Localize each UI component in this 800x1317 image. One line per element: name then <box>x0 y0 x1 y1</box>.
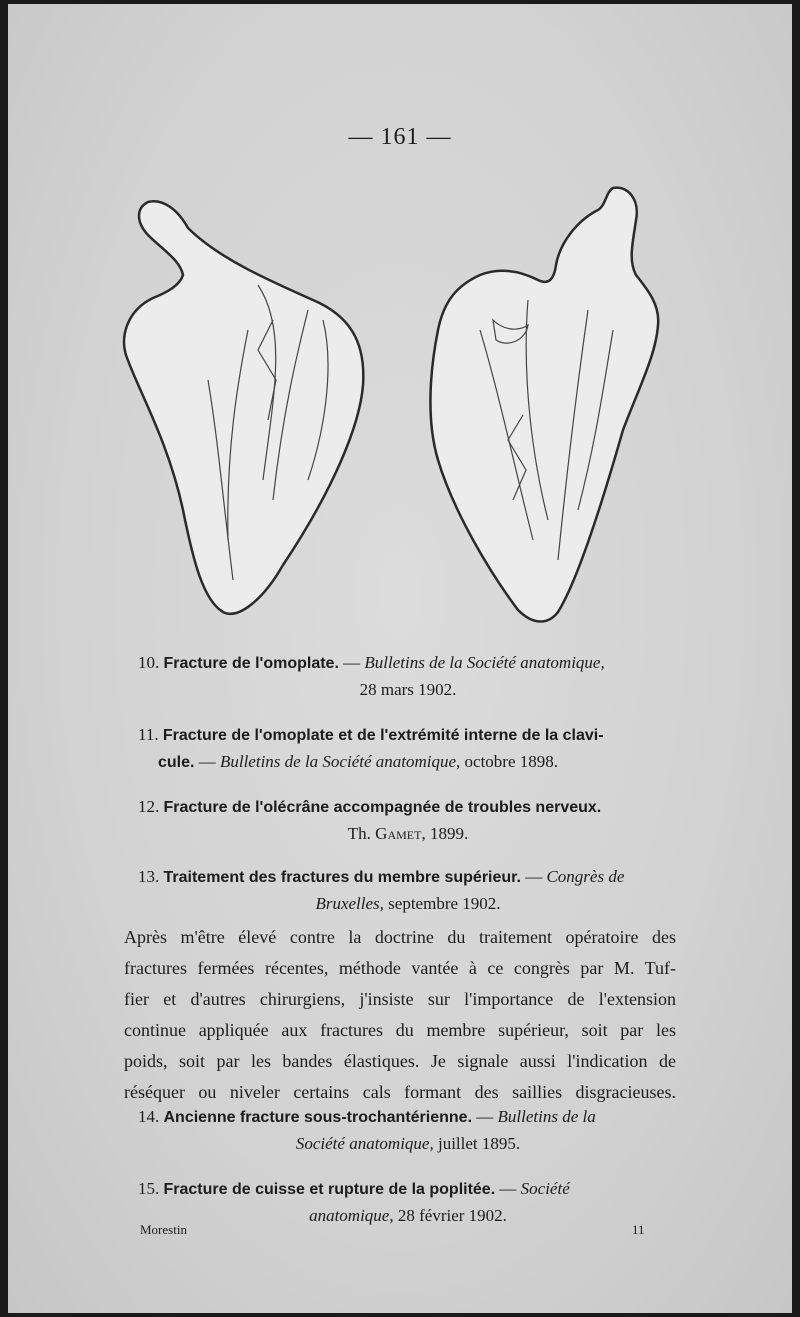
entry-title-continued: cule. <box>158 754 195 771</box>
entry-dash: — <box>520 867 547 886</box>
entry-number: 13. <box>138 867 160 886</box>
entry-title: Fracture de l'olécrâne accompagnée de troubles nerveux. <box>163 799 602 816</box>
entry-source: Société <box>520 1179 570 1198</box>
bibliography-entry-12 <box>138 794 678 847</box>
entry-date: 28 mars 1902. <box>359 680 457 699</box>
entry-source-continued: Société anatomique, <box>295 1134 434 1153</box>
entry-date: septembre 1902. <box>383 894 501 913</box>
paragraph-line: fractures fermées récentes, méthode vantée à ce congrès par M. Tuf- <box>124 958 676 978</box>
entry-number: 14. <box>138 1107 160 1126</box>
entry-number: 10. <box>138 653 160 672</box>
entry-dash: — <box>472 1107 498 1126</box>
entry-title: Ancienne fracture sous-trochantérienne. <box>163 1109 473 1126</box>
entry-title: Fracture de l'omoplate. <box>163 655 339 672</box>
paragraph-line: fier et d'autres chirurgiens, j'insiste sur l'importance de l'extension <box>124 989 676 1009</box>
scapula-illustration <box>108 180 668 630</box>
entry-dash: — <box>194 752 220 771</box>
entry-source: Bulletins de la Société anatomique, <box>364 653 605 672</box>
entry-date: , 1899. <box>421 824 469 843</box>
entry-13-abstract <box>124 922 676 1108</box>
signature-mark-sheet: 11 <box>632 1222 645 1237</box>
entry-source-line <box>138 1131 678 1157</box>
entry-date: juillet 1895. <box>433 1134 521 1153</box>
paragraph-line: Après m'être élevé contre la doctrine du traitement opératoire des <box>124 927 676 947</box>
entry-number: 12. <box>138 797 160 816</box>
entry-author-line <box>138 821 678 847</box>
entry-author-prefix: Th. <box>347 824 376 843</box>
entry-title: Fracture de l'omoplate et de l'extrémité interne de la clavi- <box>162 727 604 744</box>
entry-source: Bulletins de la Société anatomique, <box>219 752 461 771</box>
entry-title: Fracture de cuisse et rupture de la poplitée. <box>163 1181 496 1198</box>
entry-number: 15. <box>138 1179 160 1198</box>
bibliography-entry-13 <box>138 864 678 917</box>
page-number: — 161 — <box>348 124 452 150</box>
paragraph-line: continue appliquée aux fractures du membre supérieur, soit par les <box>124 1020 676 1040</box>
entry-dash: — <box>495 1179 521 1198</box>
entry-source: Bulletins de la <box>497 1107 596 1126</box>
entry-source-line <box>138 891 678 917</box>
entry-source-continued: Bruxelles, <box>315 894 384 913</box>
bibliography-entry-10 <box>138 650 678 703</box>
entry-dash: — <box>338 653 365 672</box>
document-page <box>8 4 792 1313</box>
signature-mark-author: Morestin <box>140 1222 187 1237</box>
entry-title: Traitement des fractures du membre supérieur. <box>163 869 521 886</box>
entry-source: Congrès de <box>546 867 625 886</box>
bibliography-entry-14 <box>138 1104 678 1157</box>
entry-date: octobre 1898. <box>460 752 559 771</box>
entry-source-line <box>138 1203 678 1229</box>
entry-source-continued: anatomique, <box>309 1206 394 1225</box>
paragraph-line: poids, soit par les bandes élastiques. Je signale aussi l'indication de <box>124 1051 676 1071</box>
entry-date: 28 février 1902. <box>393 1206 507 1225</box>
entry-number: 11. <box>138 725 159 744</box>
bibliography-entry-15 <box>138 1176 678 1229</box>
entry-author: Gamet <box>375 824 422 843</box>
bibliography-entry-11 <box>138 722 678 776</box>
paragraph-line: réséquer ou niveler certains cals formant des saillies disgracieuses. <box>124 1082 676 1102</box>
